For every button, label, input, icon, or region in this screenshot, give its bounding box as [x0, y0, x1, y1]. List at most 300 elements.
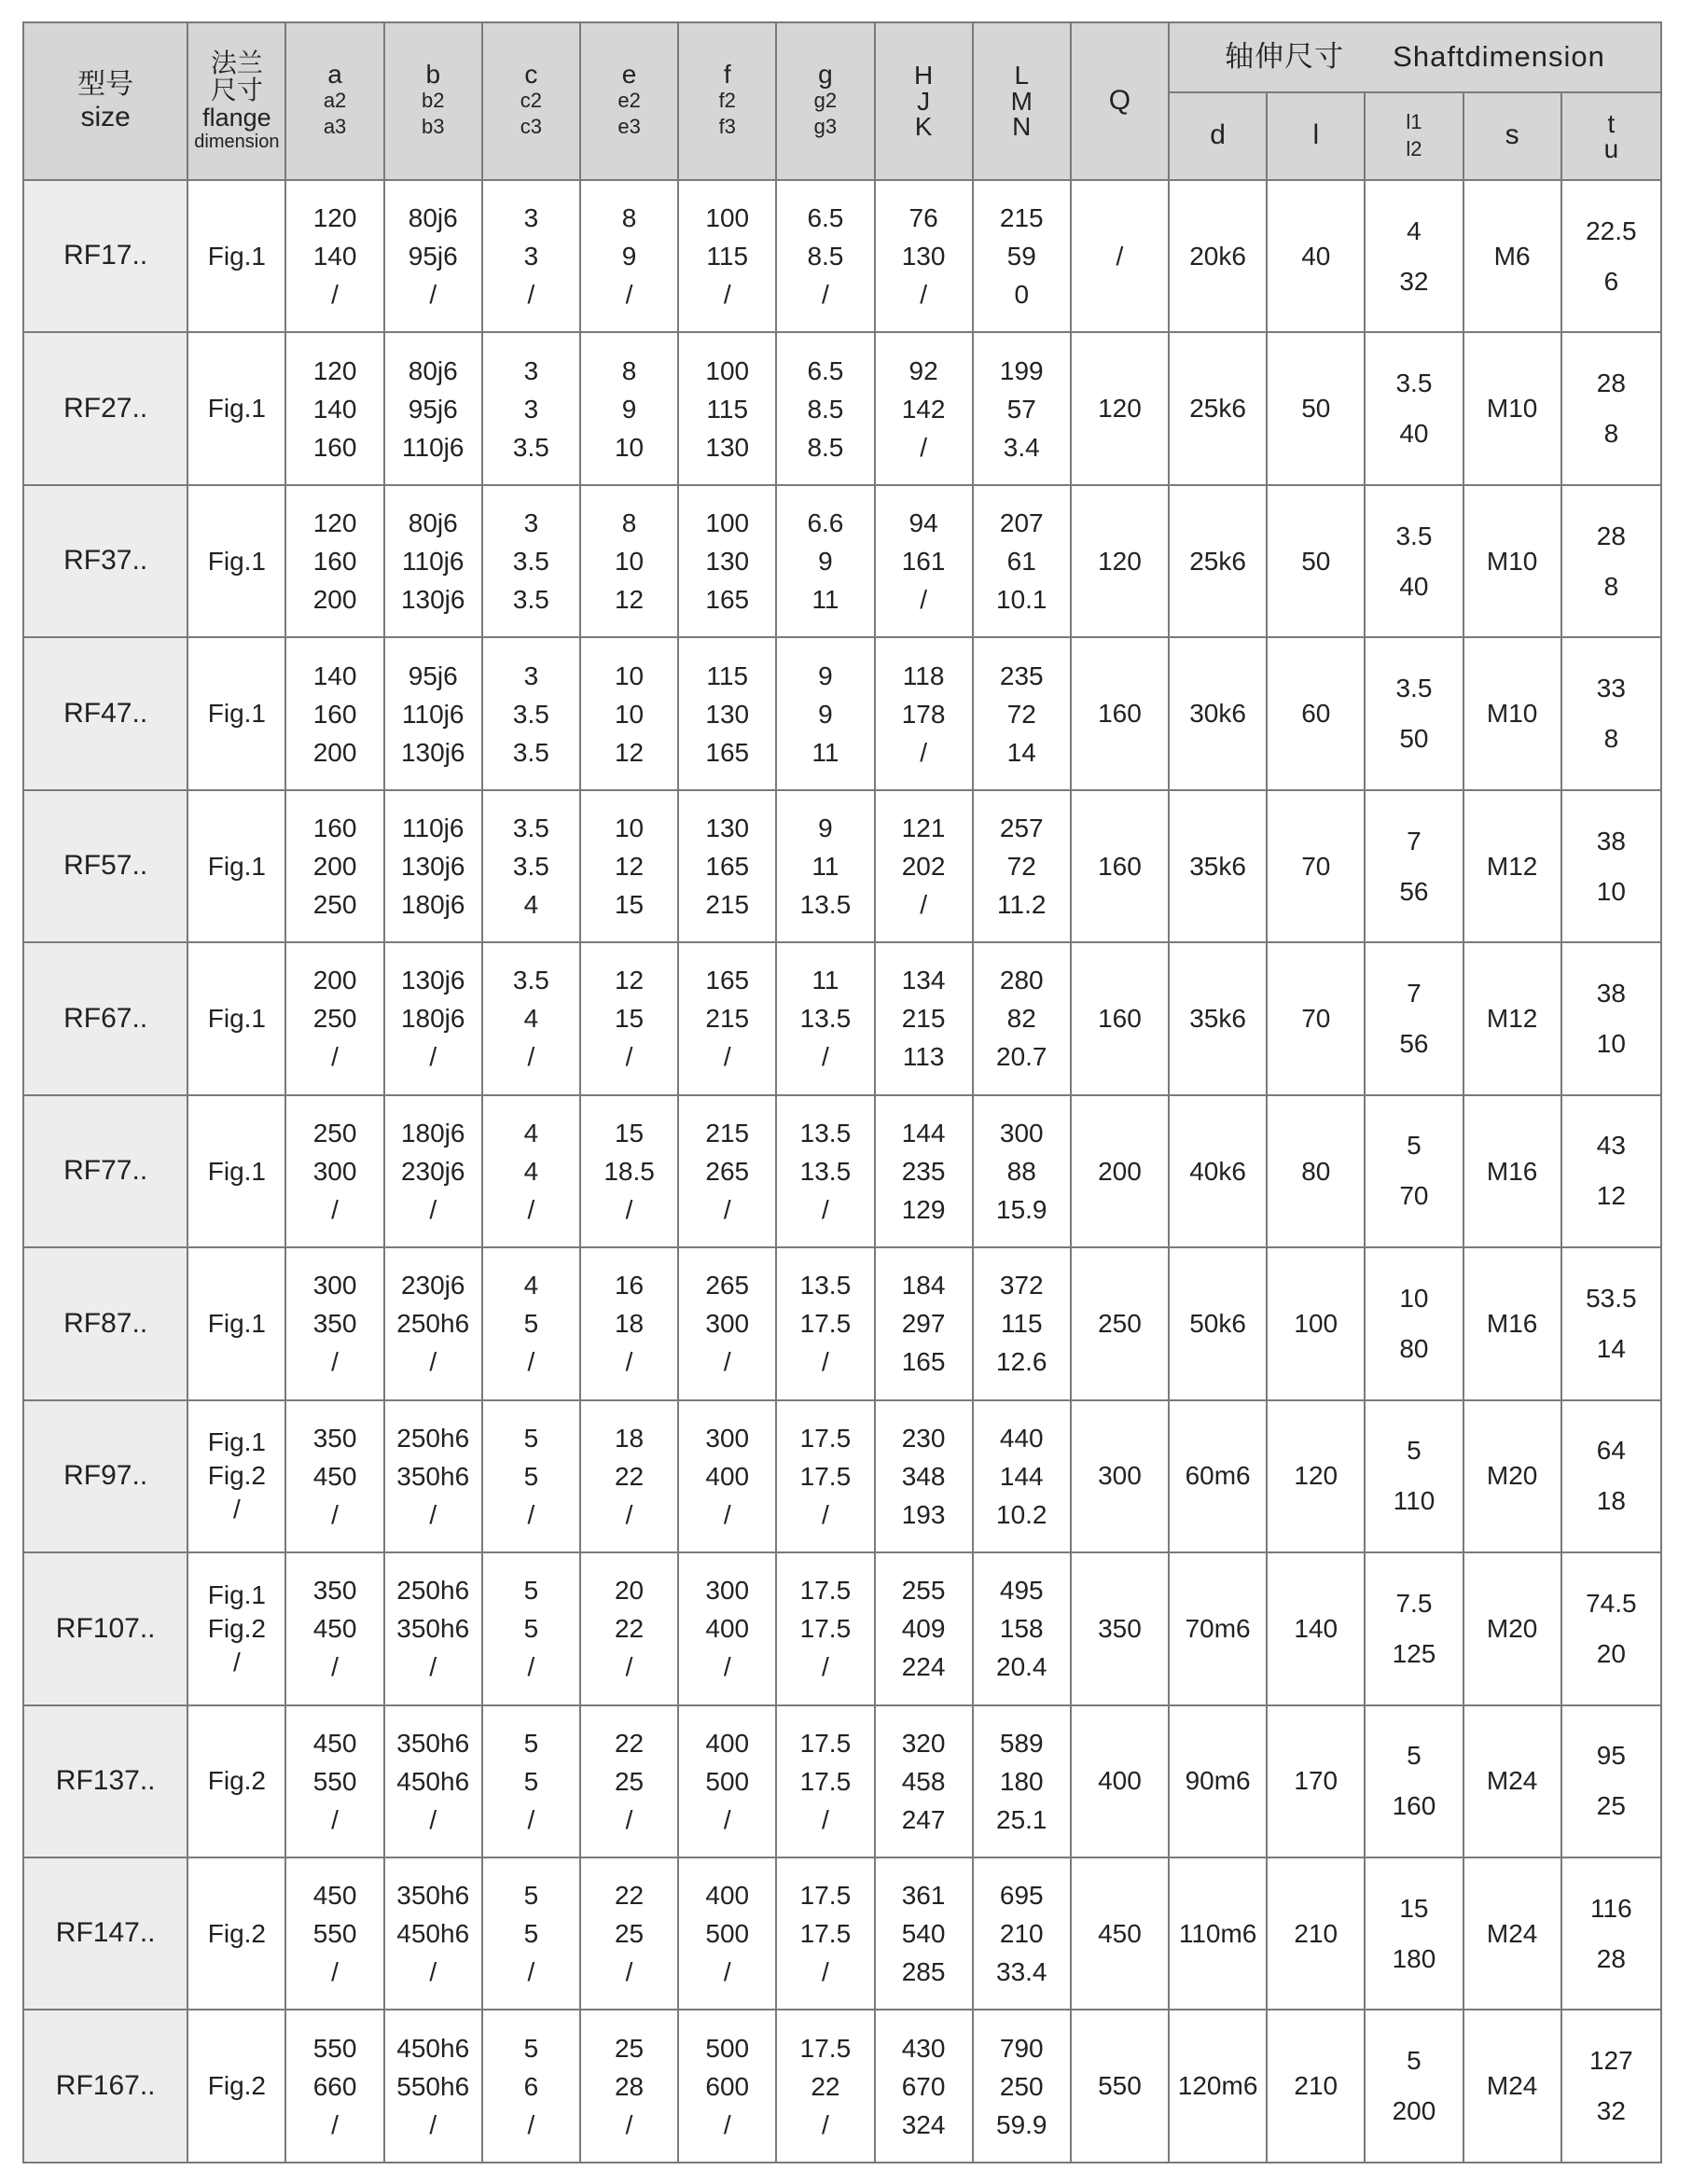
cell-f	[678, 180, 776, 332]
header-q: Q	[1071, 22, 1169, 180]
cell-e-value: 15	[614, 890, 645, 920]
cell-f	[678, 1247, 776, 1399]
cell-lmn-value: 199	[999, 355, 1044, 385]
cell-g-value: 13.5	[799, 890, 852, 920]
cell-b-value: 110j6	[402, 814, 465, 843]
cell-hjk-value: 184	[901, 1271, 946, 1301]
cell-l12-value: 32	[1399, 266, 1429, 296]
cell-lmn	[973, 2010, 1071, 2163]
cell-lmn-value: 790	[999, 2033, 1044, 2063]
cell-g	[776, 2010, 874, 2163]
cell-lmn-value: 215	[999, 203, 1044, 233]
cell-c	[482, 485, 580, 637]
cell-q: 120	[1071, 332, 1169, 484]
cell-c	[482, 637, 580, 789]
cell-f	[678, 637, 776, 789]
cell-l12-value: 4	[1407, 216, 1422, 245]
cell-size: RF147..	[23, 1857, 187, 2010]
cell-s: M12	[1463, 790, 1561, 942]
table-row	[23, 790, 1661, 942]
cell-c-value: 5	[523, 1614, 539, 1644]
cell-hjk-value: 324	[901, 2109, 946, 2139]
cell-flange-fig-value: Fig.1	[207, 1579, 266, 1609]
cell-f-value: 500	[705, 1919, 750, 1949]
cell-l12-value: 80	[1399, 1333, 1429, 1363]
cell-lmn	[973, 1247, 1071, 1399]
cell-g-value: 13.5	[799, 1271, 852, 1301]
cell-c-value: 6	[523, 2071, 539, 2101]
cell-a-value: 140	[312, 242, 357, 271]
cell-e	[580, 1857, 678, 2010]
cell-g-value: 8.5	[807, 394, 844, 424]
cell-c-value: /	[527, 1804, 535, 1834]
cell-c	[482, 1247, 580, 1399]
cell-e-value: 12	[614, 585, 645, 615]
cell-e	[580, 1400, 678, 1552]
cell-c	[482, 180, 580, 332]
cell-q: 450	[1071, 1857, 1169, 2010]
cell-f-value: 115	[706, 242, 749, 271]
cell-hjk-value: 297	[901, 1309, 946, 1339]
cell-a	[285, 1400, 383, 1552]
cell-tu-value: 6	[1603, 266, 1619, 296]
cell-a-value: 450	[312, 1728, 357, 1758]
cell-a-value: 250	[312, 890, 357, 920]
cell-flange-fig-value: Fig.2	[207, 1766, 266, 1796]
cell-size: RF97..	[23, 1400, 187, 1552]
cell-f	[678, 1705, 776, 1857]
cell-g-value: /	[822, 1804, 829, 1834]
cell-c-value: 3.5	[512, 966, 549, 995]
cell-a-value: /	[331, 1957, 339, 1987]
cell-tu-value: 8	[1603, 571, 1619, 601]
cell-l: 60	[1267, 637, 1365, 789]
cell-lmn-value: 210	[999, 1919, 1044, 1949]
cell-g-value: 6.5	[807, 355, 844, 385]
cell-e-value: 18	[614, 1423, 645, 1453]
cell-tu-value: 10	[1596, 1028, 1626, 1058]
cell-f-value: 100	[705, 508, 750, 538]
cell-e-value: 10	[614, 699, 645, 729]
cell-flange-fig-value: Fig.1	[207, 394, 266, 424]
cell-size: RF17..	[23, 180, 187, 332]
cell-lmn-value: 144	[999, 1461, 1044, 1491]
cell-e-value: /	[625, 1042, 633, 1072]
cell-tu-value: 28	[1596, 1943, 1626, 1973]
cell-q: 120	[1071, 485, 1169, 637]
cell-g-value: /	[822, 2109, 829, 2139]
header-b: b b2 b3	[384, 22, 482, 180]
header-hjk: H J K	[875, 22, 973, 180]
cell-flange-fig-value: Fig.1	[207, 1004, 266, 1034]
cell-l: 50	[1267, 485, 1365, 637]
cell-e-value: /	[625, 280, 633, 310]
cell-g-value: 13.5	[799, 1004, 852, 1034]
cell-hjk-value: /	[920, 432, 927, 462]
cell-f	[678, 1857, 776, 2010]
cell-b	[384, 1247, 482, 1399]
cell-b-value: /	[429, 1194, 437, 1224]
cell-e-value: 12	[614, 966, 645, 995]
cell-lmn-value: 589	[999, 1728, 1044, 1758]
cell-f-value: 265	[705, 1156, 750, 1186]
cell-hjk-value: 144	[901, 1118, 946, 1148]
cell-tu	[1561, 485, 1661, 637]
cell-c-value: 5	[523, 1576, 539, 1606]
cell-l12-value: 10	[1399, 1283, 1429, 1313]
cell-g-value: 8.5	[807, 242, 844, 271]
cell-hjk-value: 142	[901, 394, 946, 424]
cell-e-value: 12	[614, 737, 645, 767]
cell-b-value: 450h6	[396, 1919, 470, 1949]
cell-e-value: 8	[621, 203, 637, 233]
cell-d: 90m6	[1169, 1705, 1267, 1857]
cell-b-value: 450h6	[396, 2033, 470, 2063]
cell-c-value: 3.5	[512, 737, 549, 767]
cell-l12	[1365, 1705, 1463, 1857]
cell-b	[384, 1857, 482, 2010]
cell-c	[482, 332, 580, 484]
cell-g-value: 17.5	[799, 1614, 852, 1644]
cell-e-value: 25	[614, 1919, 645, 1949]
cell-hjk-value: 540	[901, 1919, 946, 1949]
cell-g-value: 17.5	[799, 1728, 852, 1758]
cell-f-value: 165	[705, 585, 750, 615]
cell-l12-value: 70	[1399, 1181, 1429, 1211]
cell-tu-value: 8	[1603, 724, 1619, 754]
cell-s: M10	[1463, 332, 1561, 484]
cell-flange-fig-value: Fig.2	[207, 1461, 266, 1491]
cell-g	[776, 1552, 874, 1704]
cell-q: 160	[1071, 790, 1169, 942]
table-row	[23, 485, 1661, 637]
cell-e-value: 15	[614, 1118, 645, 1148]
cell-f-value: 100	[705, 203, 750, 233]
table-row	[23, 637, 1661, 789]
cell-b-value: 180j6	[400, 890, 465, 920]
cell-a-value: 200	[312, 585, 357, 615]
cell-g-value: 17.5	[799, 1766, 852, 1796]
header-f: f f2 f3	[678, 22, 776, 180]
cell-flange-fig	[187, 637, 285, 789]
cell-a-value: 160	[312, 432, 357, 462]
cell-tu-value: 38	[1596, 826, 1626, 856]
cell-a	[285, 2010, 383, 2163]
cell-g-value: 17.5	[799, 1881, 852, 1911]
cell-b-value: 95j6	[408, 242, 458, 271]
cell-a-value: 300	[312, 1156, 357, 1186]
cell-hjk-value: 121	[901, 814, 946, 843]
cell-flange-fig	[187, 1552, 285, 1704]
cell-c-value: 3.5	[512, 585, 549, 615]
cell-a-value: /	[331, 1499, 339, 1529]
table-row	[23, 2010, 1661, 2163]
cell-flange-fig-value: Fig.2	[207, 1918, 266, 1948]
cell-lmn-value: 207	[999, 508, 1044, 538]
cell-g-value: 11	[811, 852, 839, 882]
header-l: l	[1267, 92, 1365, 180]
cell-flange-fig-value: Fig.2	[207, 1613, 266, 1643]
cell-l12	[1365, 942, 1463, 1094]
cell-c-value: 5	[523, 1881, 539, 1911]
cell-hjk-value: 76	[908, 203, 938, 233]
cell-tu	[1561, 790, 1661, 942]
cell-lmn	[973, 1857, 1071, 2010]
cell-l12-value: 5	[1407, 1436, 1422, 1466]
cell-e-value: 18.5	[603, 1156, 655, 1186]
cell-tu-value: 12	[1596, 1181, 1626, 1211]
cell-lmn	[973, 1400, 1071, 1552]
header-shaft-en: Shaftdimension	[1393, 40, 1605, 74]
cell-tu-value: 43	[1596, 1131, 1626, 1161]
cell-lmn-value: 59	[1006, 242, 1036, 271]
cell-hjk	[875, 1095, 973, 1247]
cell-tu-value: 64	[1596, 1436, 1626, 1466]
cell-b-value: 80j6	[408, 203, 458, 233]
cell-lmn-value: 158	[999, 1614, 1044, 1644]
cell-e-value: /	[625, 1804, 633, 1834]
cell-lmn-value: 10.1	[996, 585, 1047, 615]
cell-d: 25k6	[1169, 332, 1267, 484]
header-a: a a2 a3	[285, 22, 383, 180]
cell-hjk-value: 348	[901, 1461, 946, 1491]
cell-c-value: 3	[523, 203, 539, 233]
cell-tu	[1561, 942, 1661, 1094]
cell-e-value: /	[625, 2109, 633, 2139]
cell-a	[285, 180, 383, 332]
cell-tu	[1561, 1095, 1661, 1247]
cell-lmn-value: 695	[999, 1881, 1044, 1911]
cell-g-value: 9	[818, 547, 833, 577]
cell-f-value: 215	[705, 1118, 750, 1148]
cell-tu	[1561, 2010, 1661, 2163]
cell-c-value: 5	[523, 1919, 539, 1949]
cell-l12-value: 40	[1399, 571, 1429, 601]
cell-g-value: 9	[818, 699, 833, 729]
cell-e	[580, 180, 678, 332]
cell-f-value: 500	[705, 2033, 750, 2063]
cell-d: 30k6	[1169, 637, 1267, 789]
cell-a-value: /	[331, 1042, 339, 1072]
header-g: g g2 g3	[776, 22, 874, 180]
cell-l12-value: 7	[1407, 978, 1422, 1008]
cell-f	[678, 1552, 776, 1704]
cell-f-value: /	[723, 1804, 731, 1834]
cell-b-value: /	[429, 1042, 437, 1072]
cell-lmn-value: 300	[999, 1118, 1044, 1148]
cell-g-value: /	[822, 280, 829, 310]
cell-g	[776, 1705, 874, 1857]
cell-f	[678, 332, 776, 484]
cell-s: M10	[1463, 485, 1561, 637]
cell-g-value: /	[822, 1957, 829, 1987]
cell-b	[384, 485, 482, 637]
cell-hjk-value: 361	[901, 1881, 946, 1911]
cell-b	[384, 942, 482, 1094]
cell-b-value: /	[429, 1499, 437, 1529]
cell-size: RF87..	[23, 1247, 187, 1399]
cell-b-value: 95j6	[408, 394, 458, 424]
cell-g	[776, 332, 874, 484]
cell-a-value: /	[331, 2109, 339, 2139]
cell-b-value: 80j6	[408, 355, 458, 385]
cell-e-value: /	[625, 1347, 633, 1377]
cell-flange-fig	[187, 485, 285, 637]
cell-tu-value: 22.5	[1586, 216, 1637, 245]
cell-f-value: 600	[705, 2071, 750, 2101]
cell-b-value: 230j6	[400, 1271, 465, 1301]
cell-c-value: /	[527, 1499, 535, 1529]
cell-lmn-value: 3.4	[1003, 432, 1040, 462]
cell-b-value: 95j6	[408, 661, 458, 690]
cell-q: 550	[1071, 2010, 1169, 2163]
cell-a-value: 250	[312, 1118, 357, 1148]
cell-c-value: /	[527, 1347, 535, 1377]
cell-b-value: 250h6	[396, 1309, 470, 1339]
cell-a-value: 140	[312, 661, 357, 690]
cell-a-value: 140	[312, 394, 357, 424]
cell-d: 40k6	[1169, 1095, 1267, 1247]
cell-c	[482, 1705, 580, 1857]
cell-tu-value: 95	[1596, 1741, 1626, 1771]
cell-l12	[1365, 1400, 1463, 1552]
cell-g-value: 6.5	[807, 203, 844, 233]
cell-lmn-value: 250	[999, 2071, 1044, 2101]
cell-b-value: /	[429, 1957, 437, 1987]
cell-size: RF167..	[23, 2010, 187, 2163]
cell-hjk-value: 202	[901, 852, 946, 882]
cell-b	[384, 790, 482, 942]
table-row	[23, 1857, 1661, 2010]
cell-d: 35k6	[1169, 790, 1267, 942]
cell-l12	[1365, 1857, 1463, 2010]
cell-size: RF27..	[23, 332, 187, 484]
table-row	[23, 1247, 1661, 1399]
cell-g-value: 11	[811, 585, 839, 615]
cell-a-value: 550	[312, 1919, 357, 1949]
cell-lmn	[973, 485, 1071, 637]
cell-s: M12	[1463, 942, 1561, 1094]
header-size-en: size	[80, 101, 131, 132]
cell-tu	[1561, 637, 1661, 789]
cell-lmn-value: 15.9	[996, 1194, 1047, 1224]
header-d: d	[1169, 92, 1267, 180]
cell-g-value: 17.5	[799, 1309, 852, 1339]
cell-lmn	[973, 790, 1071, 942]
cell-tu	[1561, 180, 1661, 332]
cell-lmn-value: 57	[1006, 394, 1036, 424]
cell-a-value: 120	[312, 508, 357, 538]
cell-b-value: /	[429, 1652, 437, 1682]
cell-b	[384, 1705, 482, 1857]
cell-a-value: 200	[312, 737, 357, 767]
cell-tu-value: 33	[1596, 674, 1626, 703]
cell-d: 25k6	[1169, 485, 1267, 637]
cell-lmn-value: 14	[1006, 737, 1036, 767]
cell-a-value: 160	[312, 814, 357, 843]
cell-e-value: 8	[621, 355, 637, 385]
cell-c-value: 5	[523, 1728, 539, 1758]
cell-lmn-value: 11.2	[997, 890, 1047, 920]
cell-tu-value: 116	[1590, 1893, 1632, 1923]
cell-flange-fig	[187, 332, 285, 484]
cell-a	[285, 790, 383, 942]
cell-hjk-value: 129	[901, 1194, 946, 1224]
cell-tu-value: 18	[1596, 1486, 1626, 1516]
cell-lmn	[973, 180, 1071, 332]
cell-b-value: /	[429, 1804, 437, 1834]
cell-l12-value: 7	[1407, 826, 1422, 856]
cell-lmn	[973, 1552, 1071, 1704]
cell-l12-value: 125	[1392, 1638, 1436, 1668]
cell-f-value: 400	[705, 1614, 750, 1644]
cell-e	[580, 942, 678, 1094]
cell-e	[580, 1552, 678, 1704]
cell-a-value: 450	[312, 1461, 357, 1491]
cell-a	[285, 1552, 383, 1704]
cell-e-value: 10	[614, 547, 645, 577]
header-shaft-dimension	[1169, 22, 1661, 92]
cell-g	[776, 1247, 874, 1399]
cell-c-value: 5	[523, 2033, 539, 2063]
cell-a-value: 550	[312, 1766, 357, 1796]
cell-q: 200	[1071, 1095, 1169, 1247]
cell-e-value: 28	[614, 2071, 645, 2101]
header-c: c c2 c3	[482, 22, 580, 180]
header-tu: t u	[1561, 92, 1661, 180]
cell-e-value: 25	[614, 1766, 645, 1796]
cell-tu	[1561, 1552, 1661, 1704]
cell-f-value: 400	[705, 1881, 750, 1911]
cell-e-value: 22	[614, 1728, 645, 1758]
cell-c	[482, 1400, 580, 1552]
cell-c-value: /	[527, 1957, 535, 1987]
cell-d: 20k6	[1169, 180, 1267, 332]
cell-a-value: 350	[312, 1423, 357, 1453]
cell-l: 170	[1267, 1705, 1365, 1857]
cell-f-value: 265	[705, 1271, 750, 1301]
cell-g-value: 17.5	[799, 1423, 852, 1453]
cell-b-value: 180j6	[400, 1118, 465, 1148]
cell-b-value: 250h6	[396, 1423, 470, 1453]
cell-c	[482, 2010, 580, 2163]
cell-l: 50	[1267, 332, 1365, 484]
header-lmn: L M N	[973, 22, 1071, 180]
cell-e	[580, 637, 678, 789]
cell-g	[776, 1095, 874, 1247]
cell-g-value: 11	[811, 737, 839, 767]
cell-hjk	[875, 1400, 973, 1552]
cell-d: 60m6	[1169, 1400, 1267, 1552]
cell-l12	[1365, 180, 1463, 332]
cell-tu-value: 25	[1596, 1791, 1626, 1821]
cell-c	[482, 790, 580, 942]
cell-f-value: /	[723, 2109, 731, 2139]
cell-g	[776, 485, 874, 637]
cell-l: 210	[1267, 2010, 1365, 2163]
cell-g-value: /	[822, 1347, 829, 1377]
cell-lmn	[973, 637, 1071, 789]
cell-a-value: 350	[312, 1309, 357, 1339]
cell-g-value: 8.5	[807, 432, 844, 462]
cell-tu-value: 14	[1596, 1333, 1626, 1363]
cell-g	[776, 1400, 874, 1552]
cell-l12	[1365, 1095, 1463, 1247]
cell-e-value: 9	[621, 242, 637, 271]
cell-b-value: 350h6	[396, 1881, 470, 1911]
cell-d: 110m6	[1169, 1857, 1267, 2010]
cell-e	[580, 790, 678, 942]
